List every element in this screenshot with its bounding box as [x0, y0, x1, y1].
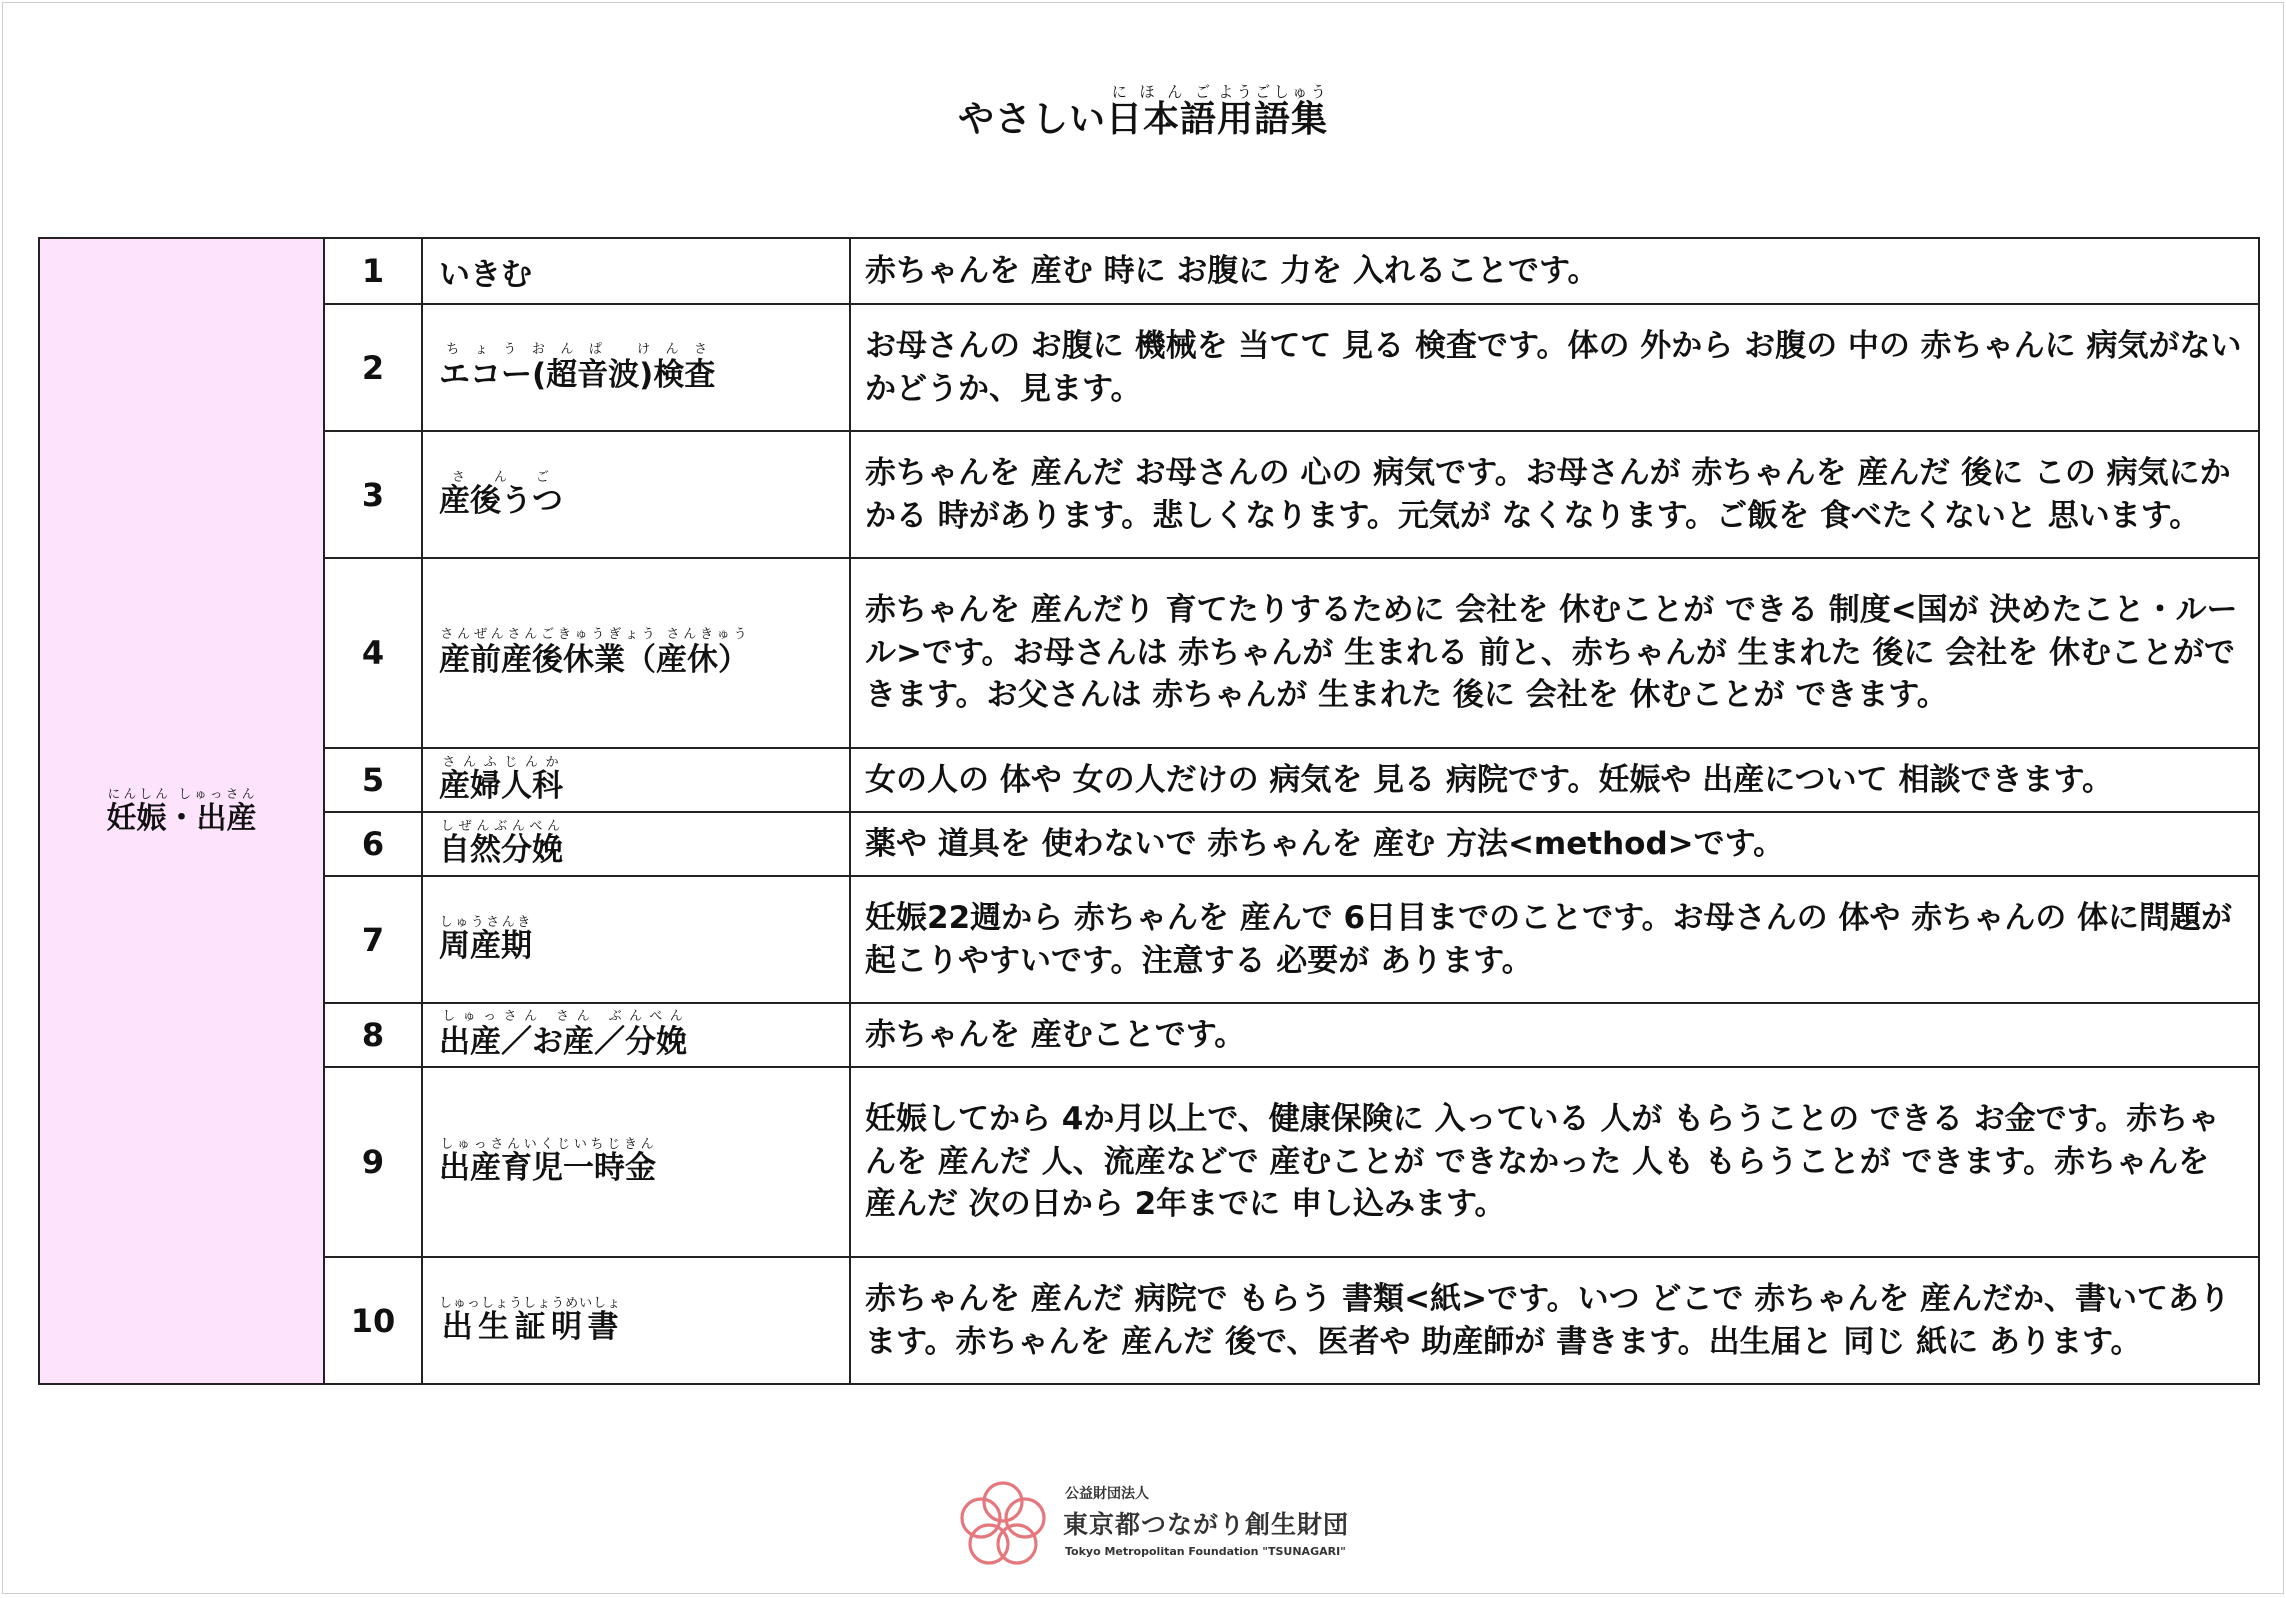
description-cell: 赤ちゃんを 産んだり 育てたりするために 会社を 休むことが できる 制度<国が 決めたこと・ルール>です。お母さんは 赤ちゃんが 生まれる 前と、赤ちゃんが 生まれた 後に 会社を 休むことができます。お父さんは 赤ちゃんが 生まれた 後に 会社を 休むことが できます。: [850, 558, 2259, 748]
term-cell: 産前産後休業（産休）さんぜんさんごきゅうぎょう さんきゅう: [422, 558, 850, 748]
table-row: [39, 876, 2259, 1003]
description-cell: 薬や 道具を 使わないで 赤ちゃんを 産む 方法<method>です。: [850, 812, 2259, 876]
term-cell: エコー(超音波)検査ちょうおんぱ けんさ: [422, 304, 850, 431]
table-row: [39, 1067, 2259, 1257]
table-row: [39, 812, 2259, 876]
row-number: 10: [324, 1257, 422, 1384]
table-row: [39, 304, 2259, 431]
row-number: 7: [324, 876, 422, 1003]
description-cell: 妊娠22週から 赤ちゃんを 産んで 6日目までのことです。お母さんの 体や 赤ちゃんの 体に問題が 起こりやすいです。注意する 必要が あります。: [850, 876, 2259, 1003]
row-number: 5: [324, 748, 422, 812]
term-cell: 周産期しゅうさんき: [422, 876, 850, 1003]
row-number: 8: [324, 1003, 422, 1067]
org-name-english: Tokyo Metropolitan Foundation "TSUNAGARI": [1065, 1545, 1346, 1558]
title-ruby-2: 用語集ようごしゅう: [1217, 83, 1329, 140]
row-number: 6: [324, 812, 422, 876]
table-row: [39, 748, 2259, 812]
row-number: 2: [324, 304, 422, 431]
org-name: 東京都つながり創生財団: [1063, 1510, 1350, 1539]
table-row: [39, 1003, 2259, 1067]
footer-logo: [953, 1473, 1373, 1573]
term-cell: いきむ: [422, 238, 850, 304]
page-title: [3, 83, 2283, 142]
row-number: 3: [324, 431, 422, 558]
table-row: [39, 558, 2259, 748]
description-cell: 赤ちゃんを 産む 時に お腹に 力を 入れることです。: [850, 238, 2259, 304]
description-cell: お母さんの お腹に 機械を 当てて 見る 検査です。体の 外から お腹の 中の 赤ちゃんに 病気がないかどうか、見ます。: [850, 304, 2259, 431]
term-cell: 出産／お産／分娩しゅっさん さん ぶんべん: [422, 1003, 850, 1067]
row-number: 9: [324, 1067, 422, 1257]
table-row: [39, 238, 2259, 304]
category-cell: [39, 238, 324, 1384]
description-cell: 赤ちゃんを 産んだ お母さんの 心の 病気です。お母さんが 赤ちゃんを 産んだ 後に この 病気にかかる 時があります。悲しくなります。元気が なくなります。ご飯を 食べたくないと 思います。: [850, 431, 2259, 558]
term-cell: 自然分娩しぜんぶんべん: [422, 812, 850, 876]
foundation-flower-logo-icon: [953, 1475, 1053, 1575]
title-prefix: やさしい: [957, 99, 1106, 140]
org-type: 公益財団法人: [1065, 1486, 1149, 1502]
document-page: [2, 2, 2284, 1594]
description-cell: 妊娠してから 4か月以上で、健康保険に 入っている 人が もらうことの できる お金です。赤ちゃんを 産んだ 人、流産などで 産むことが できなかった 人も もらうことが できます。赤ちゃんを 産んだ 次の日から 2年までに 申し込みます。: [850, 1067, 2259, 1257]
table-row: [39, 1257, 2259, 1384]
category-label: 妊娠・出産にんしん しゅっさん: [106, 785, 257, 836]
glossary-table: [38, 237, 2260, 1385]
term-cell: 出生証明書しゅっしょうしょうめいしょ: [422, 1257, 850, 1384]
term-cell: 産後うつさんご: [422, 431, 850, 558]
description-cell: 女の人の 体や 女の人だけの 病気を 見る 病院です。妊娠や 出産について 相談できます。: [850, 748, 2259, 812]
description-cell: 赤ちゃんを 産むことです。: [850, 1003, 2259, 1067]
row-number: 1: [324, 238, 422, 304]
row-number: 4: [324, 558, 422, 748]
term-cell: 出産育児一時金しゅっさんいくじいちじきん: [422, 1067, 850, 1257]
title-ruby-1: 日本語にほんご: [1105, 83, 1217, 140]
term-cell: 産婦人科さんふじんか: [422, 748, 850, 812]
description-cell: 赤ちゃんを 産んだ 病院で もらう 書類<紙>です。いつ どこで 赤ちゃんを 産んだか、書いてあります。赤ちゃんを 産んだ 後で、医者や 助産師が 書きます。出生届と 同じ 紙に あります。: [850, 1257, 2259, 1384]
table-row: [39, 431, 2259, 558]
